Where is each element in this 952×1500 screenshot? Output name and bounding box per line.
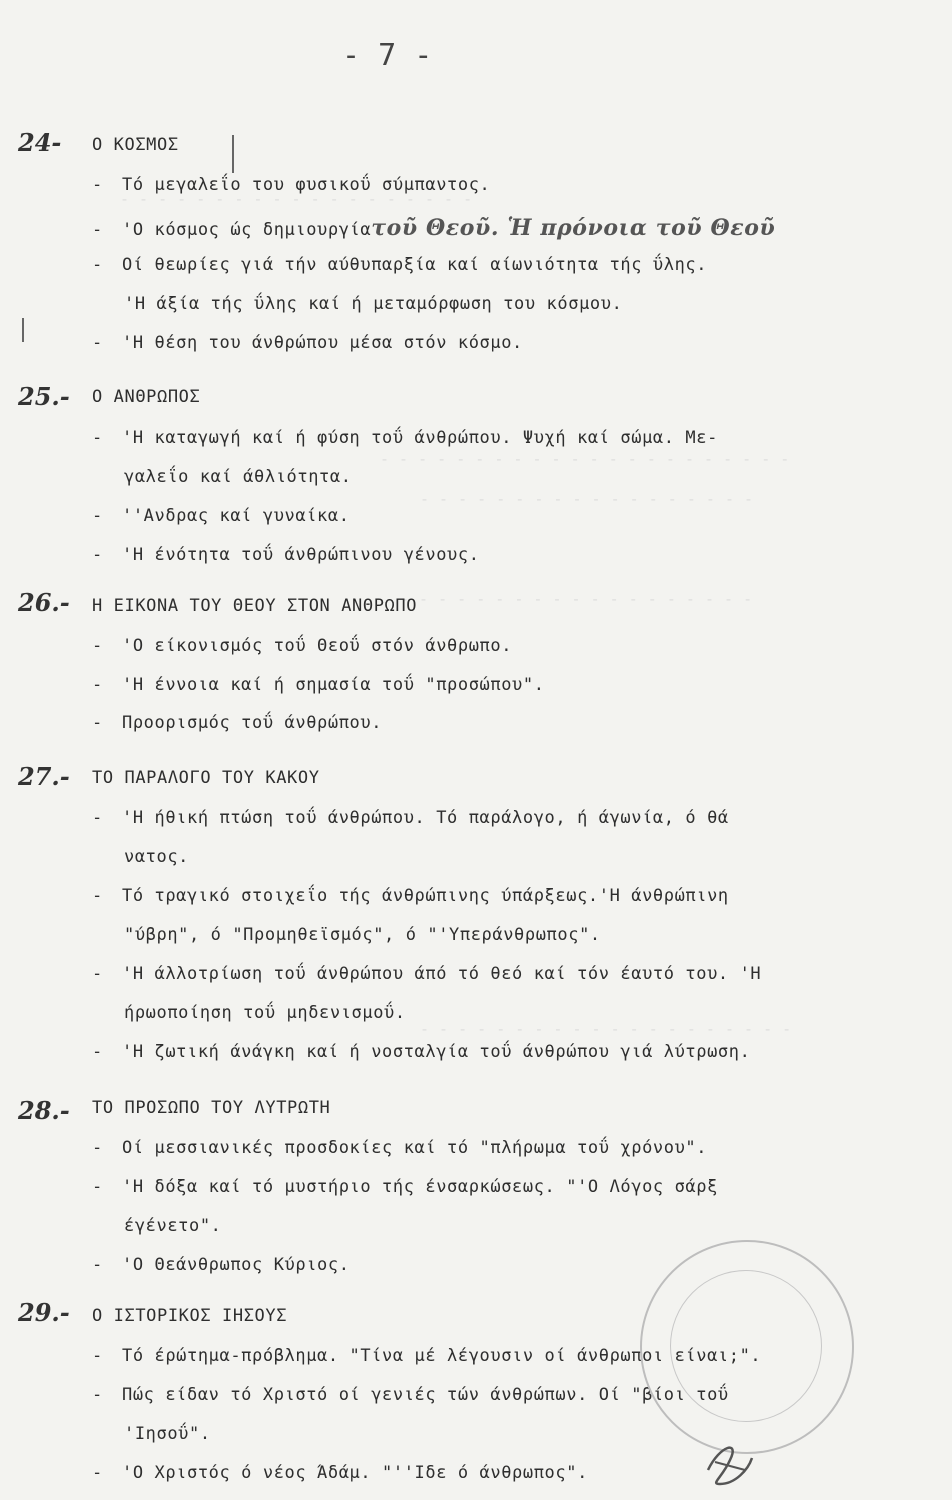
list-item: - 'Ο κόσμος ώς δημιουργίατοῦ Θεοῦ. Ἡ πρόνοια τοῦ Θεοῦ (92, 215, 776, 241)
section-heading: Ο ΙΣΤΟΡΙΚΟΣ ΙΗΣΟΥΣ (92, 1306, 288, 1326)
section-heading: Ο ΚΟΣΜΟΣ (92, 135, 179, 155)
list-item: - Τό έρώτημα-πρόβλημα. "Τίνα μέ λέγουσιν οί άνθρωποι είναι;". (92, 1346, 762, 1366)
list-item: - 'Η ήθική πτώση τοΰ άνθρώπου. Τό παράλογο, ή άγωνία, ό θά (92, 808, 729, 828)
section-heading: ΤΟ ΠΡΟΣΩΠΟ ΤΟΥ ΛΥΤΡΩΤΗ (92, 1098, 331, 1118)
list-item: - 'Ο Χριστός ό νέος Άδάμ. "''Ιδε ό άνθρωπος". (92, 1463, 588, 1483)
margin-number: 25.- (18, 382, 70, 411)
list-item: - ''Ανδρας καί γυναίκα. (92, 506, 350, 526)
list-item: έγένετο". (124, 1216, 222, 1236)
list-item: - Οί μεσσιανικές προσδοκίες καί τό "πλήρωμα τοΰ χρόνου". (92, 1138, 708, 1158)
list-item: - 'Ο είκονισμός τοΰ Θεοΰ στόν άνθρωπο. (92, 636, 513, 656)
list-item: - Πώς είδαν τό Χριστό οί γενιές τών άνθρώπων. Οί "βίοι τοΰ (92, 1385, 729, 1405)
list-item: - 'Η δόξα καί τό μυστήριο τής ένσαρκώσεως. "'Ο Λόγος σάρξ (92, 1177, 718, 1197)
list-item: - 'Η ζωτική άνάγκη καί ή νοσταλγία τοΰ άνθρώπου γιά λύτρωση. (92, 1042, 751, 1062)
list-item: - 'Η άλλοτρίωση τοΰ άνθρώπου άπό τό θεό καί τόν έαυτό του. 'Η (92, 964, 762, 984)
list-item: "ύβρη", ό "Προμηθεϊσμός", ό "'Υπεράνθρωπος". (124, 925, 601, 945)
bleed-through-text: - - - - - - - - - - - - - - - - - - - - (420, 1020, 792, 1038)
list-item: - 'Ο Θεάνθρωπος Κύριος. (92, 1255, 350, 1275)
bleed-through-text: - - - - - - - - - - - - - - - - - - - - - - (380, 450, 790, 468)
official-stamp (640, 1240, 854, 1454)
page-number: - 7 - (342, 38, 433, 73)
section-heading: Ο ΑΝΘΡΩΠΟΣ (92, 387, 201, 407)
list-item: - Τό τραγικό στοιχεΐο τής άνθρώπινης ύπάρξεως.'Η άνθρώπινη (92, 886, 729, 906)
list-item: νατος. (124, 847, 190, 867)
margin-mark (232, 135, 234, 173)
list-item: ήρωοποίηση τοΰ μηδενισμοΰ. (124, 1003, 406, 1023)
list-item: - 'Η θέση του άνθρώπου μέσα στόν κόσμο. (92, 333, 523, 353)
list-item: - 'Η έννοια καί ή σημασία τοΰ "προσώπου". (92, 675, 545, 695)
stamp-inner-ring (670, 1270, 822, 1422)
section-heading: ΤΟ ΠΑΡΑΛΟΓΟ ΤΟΥ ΚΑΚΟΥ (92, 768, 320, 788)
margin-number: 29.- (18, 1298, 70, 1327)
margin-mark (22, 318, 24, 342)
list-item: - Οί θεωρίες γιά τήν αύθυπαρξία καί αίωνιότητα τής ΰλης. (92, 255, 708, 275)
list-item: γαλεΐο καί άθλιότητα. (124, 467, 352, 487)
margin-number: 24- (18, 128, 62, 157)
list-item: 'Η άξία τής ΰλης καί ή μεταμόρφωση του κόσμου. (124, 294, 623, 314)
list-item: - Προορισμός τοΰ άνθρώπου. (92, 713, 383, 733)
handwritten-insert: τοῦ Θεοῦ. Ἡ πρόνοια τοῦ Θεοῦ (371, 215, 776, 241)
margin-number: 26.- (18, 588, 70, 617)
margin-number: 28.- (18, 1096, 70, 1125)
signature-mark (700, 1440, 760, 1490)
list-item: - 'Η καταγωγή καί ή φύση τοΰ άνθρώπου. Ψυχή καί σώμα. Με- (92, 428, 718, 448)
bleed-through-text: - - - - - - - - - - - - - - - - - - - (400, 590, 753, 608)
list-item: - 'Η ένότητα τοΰ άνθρώπινου γένους. (92, 545, 480, 565)
list-item: - Τό μεγαλεΐο του φυσικοΰ σύμπαντος. (92, 175, 491, 195)
margin-number: 27.- (18, 762, 70, 791)
bleed-through-text: - - - - - - - - - - - - - - - - - - - (120, 190, 473, 208)
section-heading: Η ΕΙΚΟΝΑ ΤΟΥ ΘΕΟΥ ΣΤΟΝ ΑΝΘΡΩΠΟ (92, 596, 418, 616)
list-item: 'Ιησοΰ". (124, 1424, 211, 1444)
bleed-through-text: - - - - - - - - - - - - - - - - - - (420, 490, 754, 508)
